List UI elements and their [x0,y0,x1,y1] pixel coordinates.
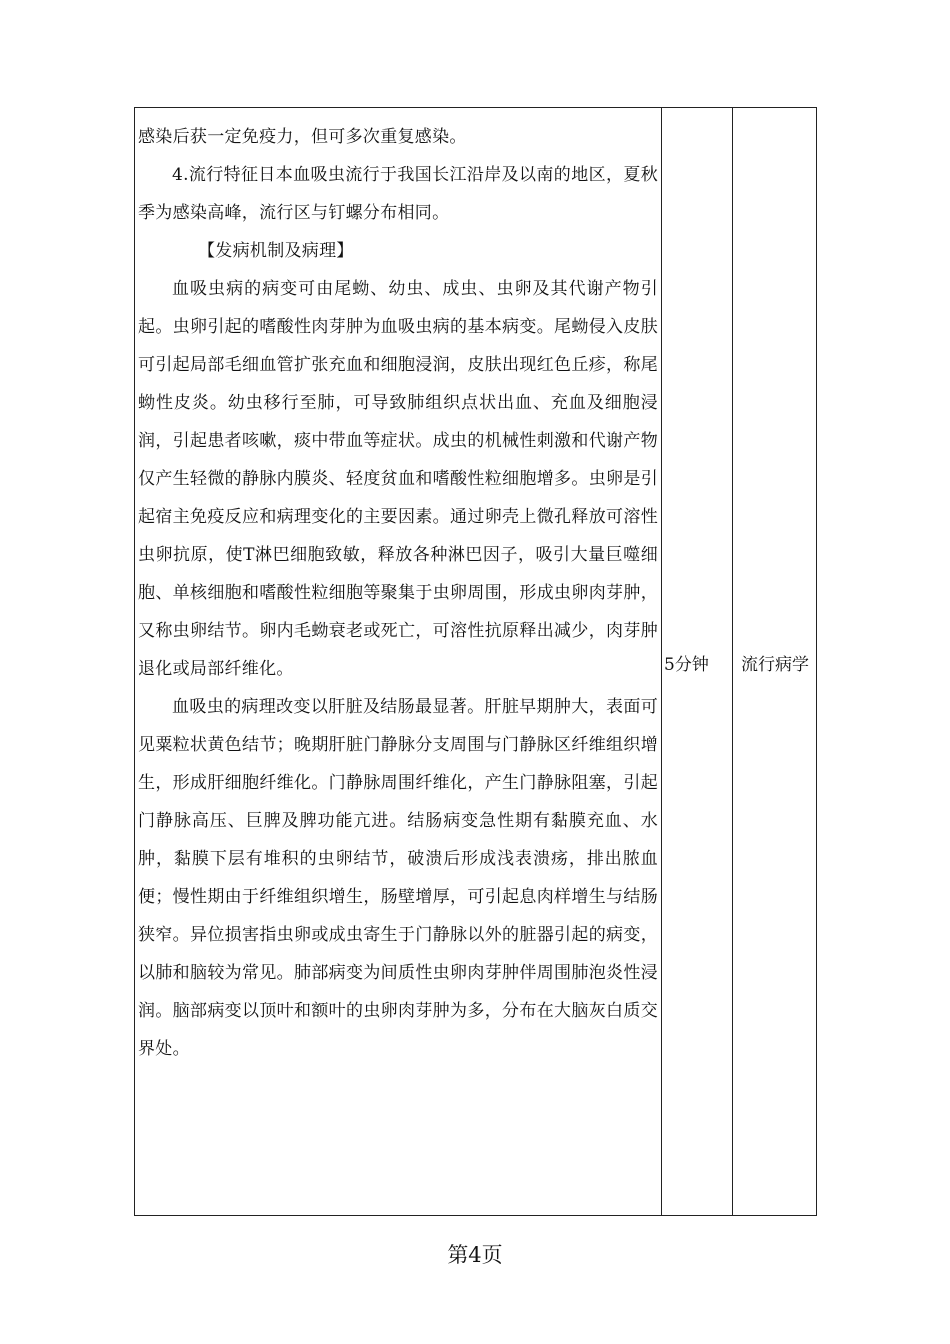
column-divider [732,108,733,1215]
lesson-plan-table [134,107,817,1216]
paragraph-pathogenesis: 血吸虫病的病变可由尾蚴、幼虫、成虫、虫卵及其代谢产物引起。虫卵引起的嗜酸性肉芽肿为血吸虫病的基本病变。尾蚴侵入皮肤可引起局部毛细血管扩张充血和细胞浸润，皮肤出现红色丘疹，称尾蚴性皮炎。幼虫移行至肺，可导致肺组织点状出血、充血及细胞浸润，引起患者咳嗽，痰中带血等症状。成虫的机械性刺激和代谢产物仅产生轻微的静脉内膜炎、轻度贫血和嗜酸性粒细胞增多。虫卵是引起宿主免疫反应和病理变化的主要因素。通过卵壳上微孔释放可溶性虫卵抗原，使T淋巴细胞致敏，释放各种淋巴因子，吸引大量巨噬细胞、单核细胞和嗜酸性粒细胞等聚集于虫卵周围，形成虫卵肉芽肿，又称虫卵结节。卵内毛蚴衰老或死亡，可溶性抗原释出减少，肉芽肿退化或局部纤维化。 [138,279,658,679]
paragraph-epidemic-features: 4.流行特征日本血吸虫流行于我国长江沿岸及以南的地区，夏秋季为感染高峰，流行区与钉螺分布相同。 [138,165,658,223]
page-number: 第4页 [447,1243,503,1267]
lesson-content-cell [138,118,658,1068]
section-heading-pathogenesis: 【发病机制及病理】 [198,241,354,261]
paragraph-pathology: 血吸虫的病理改变以肝脏及结肠最显著。肝脏早期肿大，表面可见粟粒状黄色结节；晚期肝脏门静脉分支周围与门静脉区纤维组织增生，形成肝细胞纤维化。门静脉周围纤维化，产生门静脉阻塞，引起门静脉高压、巨脾及脾功能亢进。结肠病变急性期有黏膜充血、水肿，黏膜下层有堆积的虫卵结节，破溃后形成浅表溃疡，排出脓血便；慢性期由于纤维组织增生，肠壁增厚，可引起息肉样增生与结肠狭窄。异位损害指虫卵或成虫寄生于门静脉以外的脏器引起的病变，以肺和脑较为常见。肺部病变为间质性虫卵肉芽肿伴周围肺泡炎性浸润。脑部病变以顶叶和额叶的虫卵肉芽肿为多，分布在大脑灰白质交界处。 [138,697,658,1059]
method-cell: 流行病学 [741,655,809,675]
time-cell: 5分钟 [664,655,709,675]
column-divider [661,108,662,1215]
paragraph-immunity: 感染后获一定免疫力，但可多次重复感染。 [138,127,467,147]
